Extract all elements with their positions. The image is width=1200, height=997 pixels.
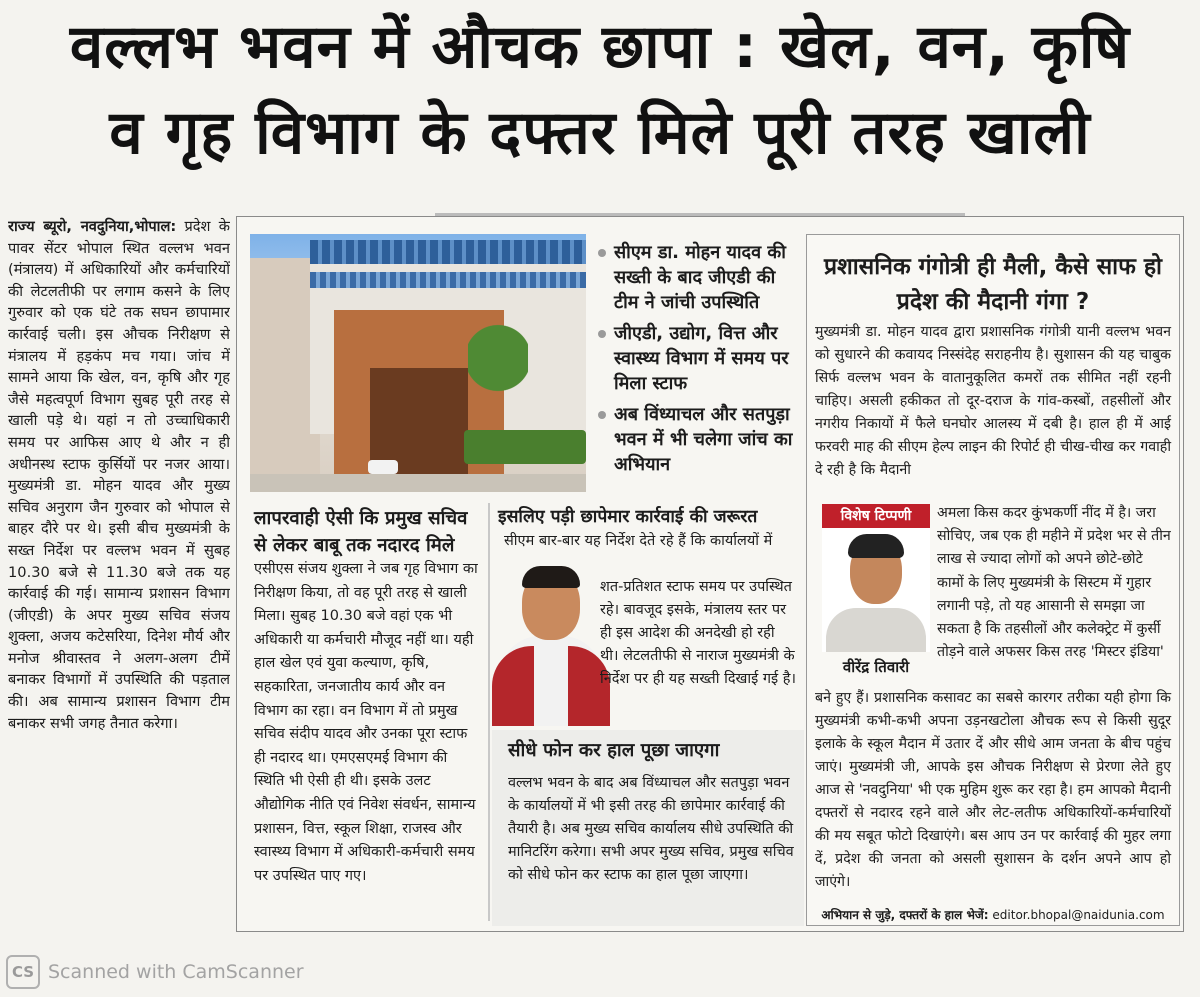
vallabh-bhavan-photo (250, 234, 586, 492)
camscanner-logo-icon: CS (6, 955, 40, 989)
author-photo (822, 528, 930, 652)
column-divider (488, 503, 490, 921)
story-a-body: एसीएस संजय शुक्ला ने जब गृह विभाग का निरीक्षण किया, तो वह पूरी तरह से खाली मिला। सुबह 10.30 बजे वहां एक भी अधिकारी या कर्मचारी मौजूद नहीं था। यही हाल खेल एवं युवा कल्याण, कृषि, सहकारिता, जनजातीय कार्य और वन विभाग का रहा। वन विभाग में तो प्रमुख सचिव संदीप यादव और उनका पूरा स्टाफ ही नदारद था। एमएसएमई विभाग की स्थिति भी ऐसी ही थी। इसके उलट औद्योगिक नीति एवं निवेश संवर्धन, सामान्य प्रशासन, वित्त, स्कूल शिक्षा, राजस्व और स्वास्थ्य विभाग में अधिकारी-कर्मचारी समय पर उपस्थित पाए गए। (254, 561, 478, 884)
byline: राज्य ब्यूरो, नवदुनिया,भोपाल: (8, 218, 177, 235)
editorial-footer (810, 906, 1176, 924)
scanner-text: Scanned with CamScanner (48, 961, 304, 983)
editorial-body-3: बने हुए हैं। प्रशासनिक कसावट का सबसे कारगर तरीका यही होगा कि मुख्यमंत्री कभी-कभी अपना उड़नखटोला औचक रूप से किसी सुदूर इलाके के स्कूल मैदान में उतार दें और सीधे आम जनता के बीच पहुंच जाएं। मुख्यमंत्री जी, आपके इस औचक निरीक्षण से प्रेरणा लेते हुए आज से 'नवदुनिया' भी एक मुहिम शुरू कर रहा है। हम आपको मैदानी दफ्तरों से नदारद रहने वाले और लेट-लतीफ अधिकारियों-कर्मचारियों की मय सबूत फोटो दिखाएंगे। बस आप उन पर कार्रवाई की मुहर लगा दें, प्रदेश की जनता को असली सुशासन के दर्शन अपने आप हो जाएंगे। (815, 690, 1171, 890)
highlight-item: जीएडी, उद्योग, वित्त और स्वास्थ्य विभाग में समय पर मिला स्टाफ (598, 321, 798, 396)
editorial-badge: विशेष टिप्पणी (822, 504, 930, 528)
highlights-list (598, 240, 798, 483)
editorial-body-1: मुख्यमंत्री डा. मोहन यादव द्वारा प्रशासनिक गंगोत्री यानी वल्लभ भवन को सुधारने की कवायद निस्संदेह सराहनीय है। सुशासन की यह चाबुक सिर्फ वल्लभ भवन के वातानुकूलित कमरों तक सीमित नहीं रहनी चाहिए। असली हकीकत तो दूर-दराज के गांव-कस्बों, तहसीलों और नगरीय निकायों में फैले घनघोर आलस्य में दबी है। हाल ही में आई फरवरी माह की सीएम हेल्प लाइन की रिपोर्ट ही चीख-चीख कर गवाही दे रही है कि मैदानी (815, 324, 1171, 478)
editorial-heading: प्रशासनिक गंगोत्री ही मैली, कैसे साफ हो प्रदेश की मैदानी गंगा ? (823, 254, 1162, 315)
story-b-heading: इसलिए पड़ी छापेमार कार्रवाई की जरूरत (498, 507, 758, 527)
lead-story (8, 216, 230, 928)
chief-minister-photo (492, 562, 610, 726)
story-b-body: शत-प्रतिशत स्टाफ समय पर उपस्थित रहे। बावजूद इसके, मंत्रालय स्तर पर ही इस आदेश की अनदेखी हो रही थी। लेटलतीफी से नाराज मुख्यमंत्री के निर्देश पर ही यह सख्ती दिखाई गई है। (600, 579, 796, 687)
highlight-item: सीएम डा. मोहन यादव की सख्ती के बाद जीएडी की टीम ने जांची उपस्थिति (598, 240, 798, 315)
story-c-heading: सीधे फोन कर हाल पूछा जाएगा (508, 740, 720, 761)
headline-line-2: व गृह विभाग के दफ्तर मिले पूरी तरह खाली (109, 98, 1091, 168)
story-c-body: वल्लभ भवन के बाद अब विंध्याचल और सतपुड़ा भवन के कार्यालयों में भी इसी तरह की छापेमार कार्रवाई की तैयारी है। अब मुख्य सचिव कार्यालय सीधे उपस्थिति की मानिटरिंग करेगा। सभी अपर मुख्य सचिव, प्रमुख सचिव को सीधे फोन कर स्टाफ का हाल पूछा जाएगा। (508, 775, 794, 883)
headline (0, 4, 1200, 176)
story-a-heading: लापरवाही ऐसी कि प्रमुख सचिव से लेकर बाबू तक नदारद मिले (254, 508, 468, 556)
editorial-body-2: अमला किस कदर कुंभकर्णी नींद में है। जरा सोचिए, जब एक ही महीने में प्रदेश भर से तीन लाख से ज्यादा लोगों को अपने छोटे-छोटे कामों के लिए मुख्यमंत्री के सिस्टम में गुहार लगानी पड़े, तो यह आसानी से समझा जा सकता है कि तहसीलों और कलेक्ट्रेट में कुर्सी तोड़ने वाले अफसर किस तरह 'मिस्टर इंडिया' (937, 505, 1171, 661)
author-name: वीरेंद्र तिवारी (842, 658, 910, 676)
headline-line-1: वल्लभ भवन में औचक छापा : खेल, वन, कृषि (69, 12, 1131, 82)
scanner-watermark (6, 954, 304, 990)
footer-label: अभियान से जुड़े, दफ्तरों के हाल भेजें: (821, 908, 989, 922)
highlight-item: अब विंध्याचल और सतपुड़ा भवन में भी चलेगा जांच का अभियान (598, 402, 798, 477)
story-b-intro: सीएम बार-बार यह निर्देश देते रहे हैं कि कार्यालयों में (504, 533, 773, 549)
lead-story-text: प्रदेश के पावर सेंटर भोपाल स्थित वल्लभ भवन (मंत्रालय) में अधिकारियों और कर्मचारियों की लेटलतीफी पर लगाम कसने के लिए गुरुवार को एक घंटे तक सघन छापामार कार्रवाई चली। इस औचक निरीक्षण से मंत्रालय में हड़कंप मच गया। जांच में सामने आया कि खेल, वन, कृषि और गृह जैसे महत्वपूर्ण विभाग सुबह पूरी तरह से खाली पड़े थे। यहां न तो उच्चाधिकारी समय पर आफिस आए थे और न ही अधीनस्थ स्टाफ कुर्सियों पर नजर आया। मुख्यमंत्री डा. मोहन यादव और मुख्य सचिव अनुराग जैन गुरुवार को भोपाल से बाहर दौरे पर थे। इसी बीच मुख्यमंत्री के सख्त निर्देश पर वल्लभ भवन में सुबह 10.30 बजे से 11.30 बजे तक यह कार्रवाई की गई। सामान्य प्रशासन विभाग (जीएडी) के अपर मुख्य सचिव संजय शुक्ला, अजय कटेसरिया, दिनेश मौर्य और मनोज श्रीवास्तव ने अलग-अलग टीमें बनाकर विभागों में उपस्थिति की पड़ताल की। अब सामान्य प्रशासन विभाग टीम बनाकर सभी जगह तैनात करेगा। (8, 218, 230, 732)
footer-email[interactable]: editor.bhopal@naidunia.com (992, 908, 1165, 922)
